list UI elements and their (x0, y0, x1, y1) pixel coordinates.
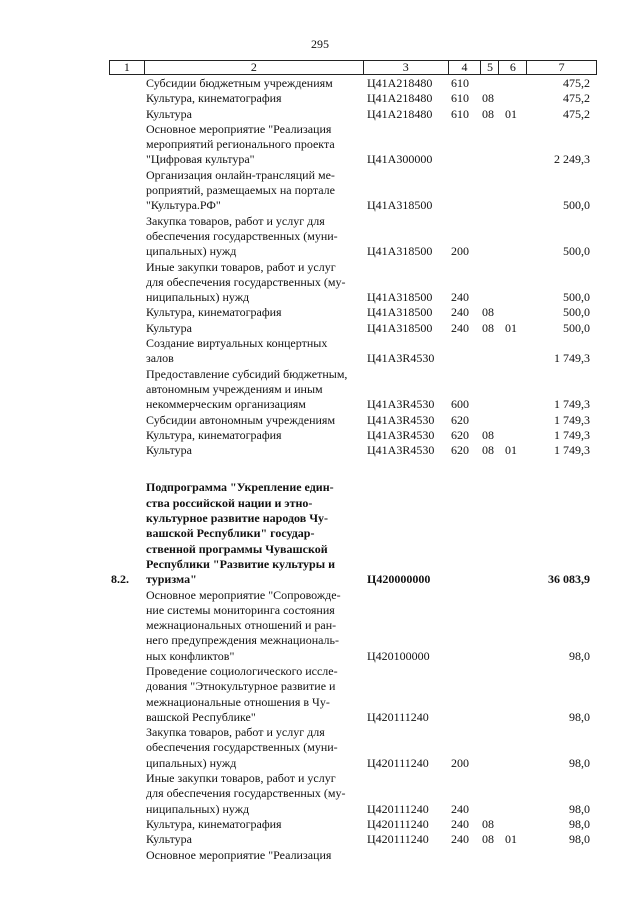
description-line: ных конфликтов" (146, 648, 235, 663)
row-description (144, 336, 364, 367)
table-row (109, 413, 597, 428)
description-line: обеспечения государственных (муни- (146, 740, 338, 755)
row-description (144, 305, 364, 320)
row-expense-type: 240 (451, 320, 469, 335)
table-row (109, 214, 597, 260)
description-line: вашской Республике" (146, 709, 256, 724)
table-row (109, 664, 597, 725)
row-amount: 1 749,3 (554, 412, 590, 427)
table-row (109, 122, 597, 168)
row-section: 08 (482, 443, 494, 458)
row-amount: 98,0 (569, 816, 590, 831)
description-line: межнациональных отношений и ран- (146, 618, 337, 633)
row-description (144, 771, 364, 817)
row-amount: 500,0 (563, 198, 590, 213)
description-line: Субсидии бюджетным учреждениям (146, 76, 333, 90)
row-amount: 98,0 (569, 801, 590, 816)
row-amount: 36 083,9 (548, 572, 590, 587)
description-line: Подпрограмма "Укрепление един- (146, 480, 334, 495)
row-target-code: Ц420111240 (367, 755, 429, 770)
row-target-code: Ц420100000 (367, 648, 430, 663)
description-line: ниципальных) нужд (146, 801, 250, 816)
description-line: ниципальных) нужд (146, 290, 250, 305)
row-expense-type: 240 (451, 305, 469, 320)
table-row (109, 848, 597, 863)
header-col-4: 4 (449, 61, 482, 74)
table-row (109, 480, 597, 587)
description-line: Культура (146, 106, 192, 121)
description-line: ства российской нации и этно- (146, 495, 313, 510)
table-row (109, 91, 597, 106)
table-row (109, 336, 597, 367)
page-number: 295 (311, 37, 329, 51)
row-description (144, 214, 364, 260)
table-row (109, 107, 597, 122)
table-row (109, 428, 597, 443)
description-line: Субсидии автономным учреждениям (146, 412, 336, 427)
description-line: Культура (146, 320, 192, 335)
row-section: 08 (482, 320, 494, 335)
description-line: дования "Этнокультурное развитие и (146, 679, 336, 694)
table-header (109, 60, 597, 75)
header-col-7: 7 (558, 60, 565, 74)
row-spacer (109, 458, 597, 480)
row-target-code: Ц41A3R4530 (367, 412, 435, 427)
row-section: 08 (482, 427, 494, 442)
row-expense-type: 620 (451, 412, 469, 427)
row-target-code: Ц41A218480 (367, 91, 433, 106)
row-expense-type: 240 (451, 816, 469, 831)
row-amount: 475,2 (563, 76, 590, 90)
row-expense-type: 240 (451, 832, 469, 847)
row-expense-type: 240 (451, 290, 469, 305)
description-line: для обеспечения государственных (му- (146, 274, 346, 289)
description-line: Организация онлайн-трансляций ме- (146, 167, 335, 182)
row-description (144, 107, 364, 122)
description-line: автономным учреждениям и иным (146, 381, 323, 396)
budget-table-body (109, 76, 597, 863)
row-description (144, 725, 364, 771)
row-section: 08 (482, 106, 494, 121)
description-line: ципальных) нужд (146, 755, 237, 770)
row-amount: 500,0 (563, 305, 590, 320)
table-row (109, 305, 597, 320)
table-row (109, 76, 597, 91)
row-target-code: Ц41A318500 (367, 305, 433, 320)
row-expense-type: 200 (451, 244, 469, 259)
description-line: роприятий, размещаемых на портале (146, 183, 335, 198)
row-amount: 1 749,3 (554, 351, 590, 366)
description-line: ние системы мониторинга состояния (146, 602, 335, 617)
row-amount: 2 249,3 (554, 152, 590, 167)
row-amount: 475,2 (563, 106, 590, 121)
row-description (144, 122, 364, 168)
description-line: Основное мероприятие "Реализация (146, 121, 332, 136)
description-line: вашской Республики" государ- (146, 526, 315, 541)
description-line: Создание виртуальных концертных (146, 336, 328, 351)
row-description (144, 832, 364, 847)
row-amount: 475,2 (563, 91, 590, 106)
description-line: туризма" (146, 572, 197, 587)
row-description (144, 428, 364, 443)
row-target-code: Ц41A318500 (367, 320, 433, 335)
description-line: Республики "Развитие культуры и (146, 556, 336, 571)
row-target-code: Ц41A3R4530 (367, 397, 435, 412)
row-section: 08 (482, 832, 494, 847)
row-expense-type: 620 (451, 443, 469, 458)
row-description (144, 588, 364, 664)
description-line: Культура (146, 443, 192, 458)
row-description (144, 664, 364, 725)
table-row (109, 168, 597, 214)
row-expense-type: 610 (451, 106, 469, 121)
row-subsection: 01 (505, 320, 517, 335)
table-row (109, 725, 597, 771)
row-target-code: Ц420111240 (367, 709, 429, 724)
header-col-2: 2 (145, 61, 364, 74)
row-description (144, 443, 364, 458)
row-description (144, 413, 364, 428)
table-row (109, 832, 597, 847)
description-line: межнациональные отношения в Чу- (146, 694, 330, 709)
row-target-code: Ц41A3R4530 (367, 427, 435, 442)
description-line: некоммерческим организациям (146, 397, 306, 412)
row-expense-type: 600 (451, 397, 469, 412)
description-line: Предоставление субсидий бюджетным, (146, 366, 348, 381)
row-description (144, 848, 364, 863)
table-row (109, 367, 597, 413)
row-amount: 1 749,3 (554, 427, 590, 442)
row-target-code: Ц41A218480 (367, 76, 433, 90)
header-col-5: 5 (481, 61, 499, 74)
row-target-code: Ц41A3R4530 (367, 351, 435, 366)
header-col-3: 3 (364, 61, 449, 74)
row-description (144, 168, 364, 214)
row-description (144, 817, 364, 832)
row-target-code: Ц41A3R4530 (367, 443, 435, 458)
description-line: Культура, кинематография (146, 427, 282, 442)
row-amount: 98,0 (569, 648, 590, 663)
row-description (144, 480, 364, 587)
description-line: Культура, кинематография (146, 305, 282, 320)
row-number: 8.2. (111, 572, 129, 587)
description-line: Иные закупки товаров, работ и услуг (146, 259, 336, 274)
row-target-code: Ц420111240 (367, 801, 429, 816)
description-line: Закупка товаров, работ и услуг для (146, 213, 325, 228)
row-amount: 1 749,3 (554, 443, 590, 458)
row-target-code: Ц41A218480 (367, 106, 433, 121)
row-section: 08 (482, 91, 494, 106)
table-row (109, 260, 597, 306)
row-amount: 500,0 (563, 244, 590, 259)
row-section: 08 (482, 305, 494, 320)
description-line: него предупреждения межнациональ- (146, 633, 340, 648)
row-amount: 98,0 (569, 832, 590, 847)
row-target-code: Ц420111240 (367, 832, 429, 847)
description-line: "Цифровая культура" (146, 152, 255, 167)
row-target-code: Ц41A318500 (367, 290, 433, 305)
table-row (109, 588, 597, 664)
description-line: Культура, кинематография (146, 816, 282, 831)
row-section: 08 (482, 816, 494, 831)
description-line: Закупка товаров, работ и услуг для (146, 725, 325, 740)
row-expense-type: 610 (451, 76, 469, 90)
row-description (144, 321, 364, 336)
row-amount: 98,0 (569, 755, 590, 770)
description-line: залов (146, 351, 174, 366)
description-line: Иные закупки товаров, работ и услуг (146, 771, 336, 786)
description-line: для обеспечения государственных (му- (146, 786, 346, 801)
row-description (144, 76, 364, 91)
row-target-code: Ц41A300000 (367, 152, 433, 167)
row-expense-type: 610 (451, 91, 469, 106)
row-amount: 98,0 (569, 709, 590, 724)
row-description (144, 91, 364, 106)
row-subsection: 01 (505, 443, 517, 458)
row-expense-type: 620 (451, 427, 469, 442)
row-target-code: Ц420000000 (367, 572, 431, 587)
row-amount: 500,0 (563, 290, 590, 305)
row-expense-type: 200 (451, 755, 469, 770)
description-line: "Культура.РФ" (146, 198, 221, 213)
table-row (109, 817, 597, 832)
header-col-1: 1 (110, 61, 145, 74)
description-line: мероприятий регионального проекта (146, 137, 335, 152)
row-description (144, 367, 364, 413)
table-row (109, 443, 597, 458)
row-expense-type: 240 (451, 801, 469, 816)
table-row (109, 771, 597, 817)
row-amount: 500,0 (563, 320, 590, 335)
row-target-code: Ц420111240 (367, 816, 429, 831)
description-line: Основное мероприятие "Сопровожде- (146, 587, 341, 602)
row-subsection: 01 (505, 106, 517, 121)
row-target-code: Ц41A318500 (367, 244, 433, 259)
description-line: культурное развитие народов Чу- (146, 511, 329, 526)
description-line: Культура (146, 832, 192, 847)
description-line: обеспечения государственных (муни- (146, 228, 338, 243)
description-line: Проведение социологического иссле- (146, 663, 338, 678)
row-subsection: 01 (505, 832, 517, 847)
header-col-6: 6 (499, 61, 527, 74)
description-line: ципальных) нужд (146, 244, 237, 259)
row-description (144, 260, 364, 306)
description-line: Культура, кинематография (146, 91, 282, 106)
row-amount: 1 749,3 (554, 397, 590, 412)
description-line: Основное мероприятие "Реализация (146, 847, 332, 862)
row-target-code: Ц41A318500 (367, 198, 433, 213)
table-row (109, 321, 597, 336)
description-line: ственной программы Чувашской (146, 541, 328, 556)
